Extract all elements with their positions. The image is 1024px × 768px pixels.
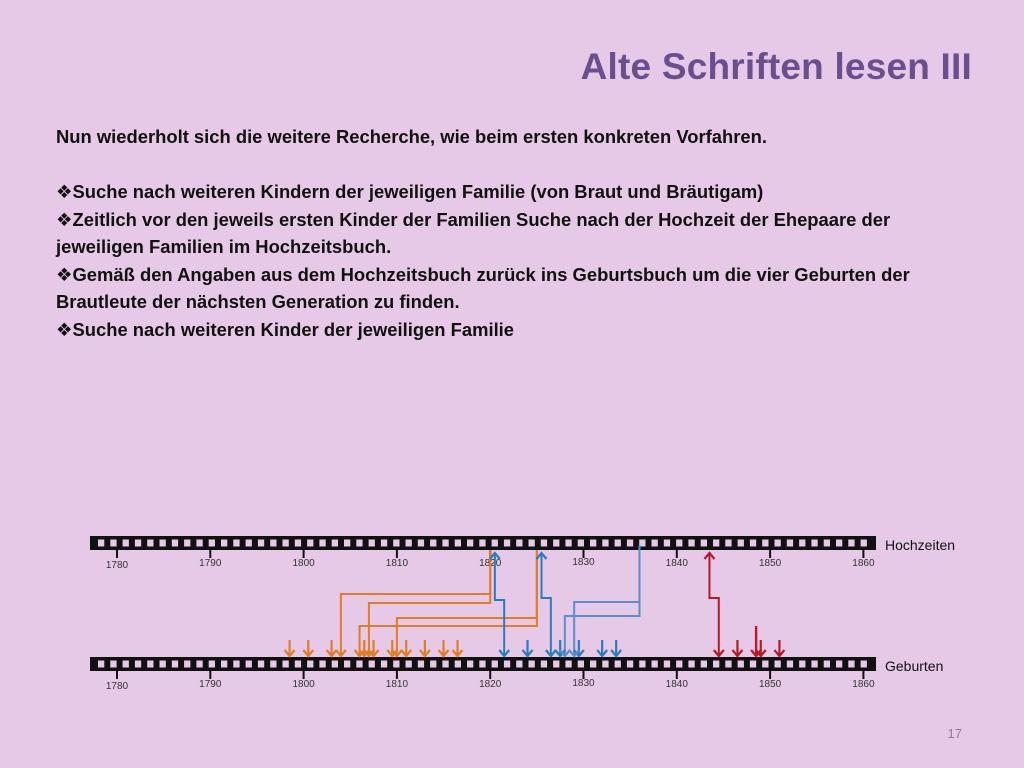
decade-label: 1800 <box>292 679 315 690</box>
diamond-bullet-icon: ❖ <box>56 181 73 202</box>
decade-label: 1830 <box>572 557 595 568</box>
decade-label: 1840 <box>665 558 688 569</box>
blue-connector <box>542 553 551 655</box>
page-number: 17 <box>947 726 962 741</box>
intro-text: Nun wiederholt sich die weitere Recherche, wie beim ersten konkreten Vorfahren. <box>56 126 767 147</box>
decade-label: 1860 <box>852 558 875 569</box>
decade-label: 1810 <box>385 558 409 569</box>
decade-label: 1790 <box>199 679 222 690</box>
film-strip-geburten <box>90 657 876 692</box>
decade-label: 1850 <box>758 558 782 569</box>
decade-label: 1810 <box>385 679 409 690</box>
decade-label: 1780 <box>105 681 129 692</box>
bullet-item: ❖Gemäß den Angaben aus dem Hochzeitsbuch zurück ins Geburtsbuch um die vier Geburten der Brautleute der nächsten Generation zu finden. <box>56 263 915 312</box>
slide-title: Alte Schriften lesen III <box>580 46 972 87</box>
timeline-label-hochzeiten: Hochzeiten <box>885 537 956 553</box>
diamond-bullet-icon: ❖ <box>56 318 73 340</box>
decade-label: 1840 <box>665 679 688 690</box>
diamond-bullet-icon: ❖ <box>56 263 73 285</box>
diamond-bullet-icon: ❖ <box>56 208 73 230</box>
decade-label: 1790 <box>199 558 222 569</box>
red-connector <box>709 553 718 655</box>
decade-label: 1800 <box>292 558 315 569</box>
decade-label: 1860 <box>852 679 875 690</box>
bullet-item: ❖Suche nach weiteren Kinder der jeweiligen Familie <box>56 318 515 340</box>
decade-label: 1820 <box>479 558 502 569</box>
bullet-item: ❖Zeitlich vor den jeweils ersten Kinder der Familien Suche nach der Hochzeit der Ehepaare der jeweiligen Familien im Hochzeitsbuch. <box>56 208 896 257</box>
timeline-tracks <box>90 536 876 692</box>
decade-label: 1780 <box>105 560 129 571</box>
decade-label: 1830 <box>572 678 595 689</box>
bullet-item: ❖Suche nach weiteren Kindern der jeweiligen Familie (von Braut und Bräutigam) <box>56 181 764 202</box>
film-strip-hochzeiten <box>90 536 876 571</box>
decade-label: 1850 <box>758 679 782 690</box>
timeline-label-geburten: Geburten <box>885 658 944 674</box>
decade-label: 1820 <box>479 679 502 690</box>
